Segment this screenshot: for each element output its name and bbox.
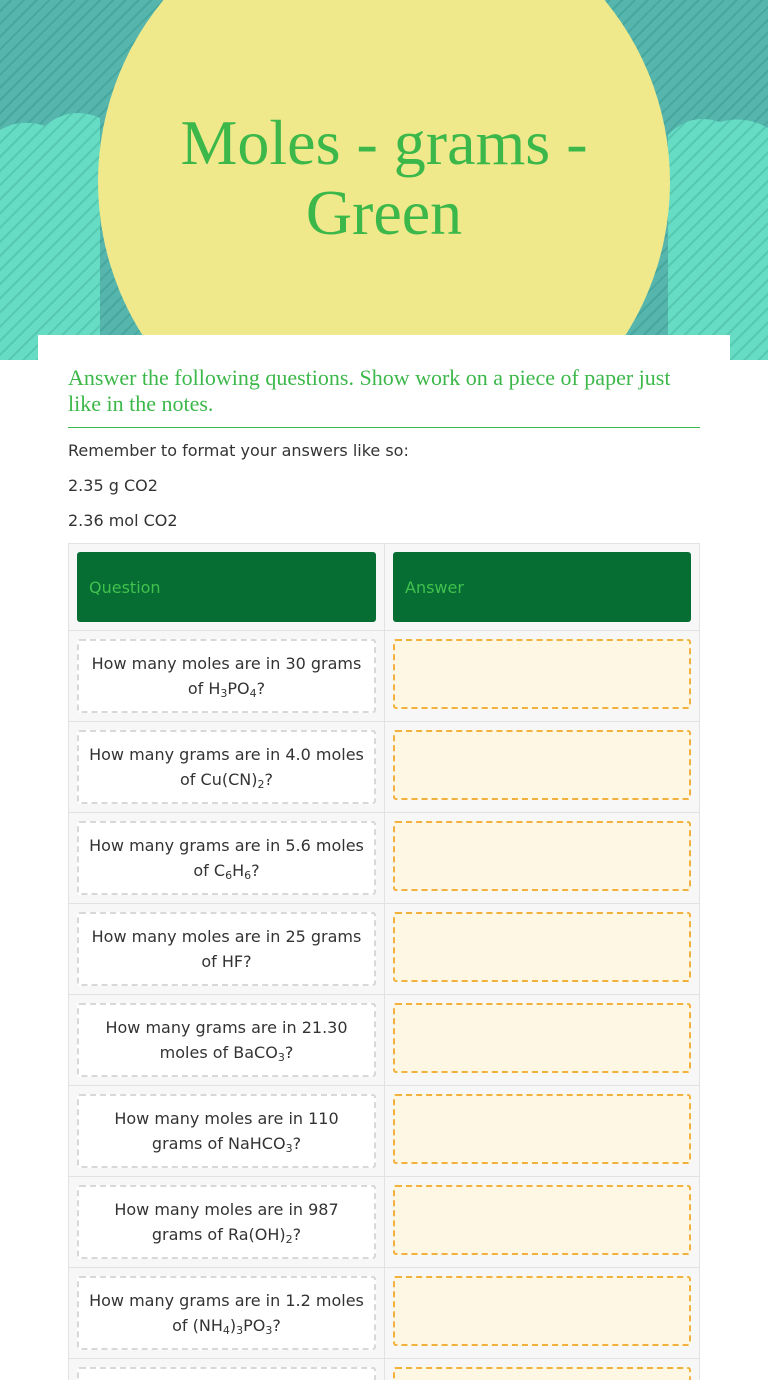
format-note: Remember to format your answers like so: bbox=[68, 441, 409, 460]
example-grams: 2.35 g CO2 bbox=[68, 476, 158, 495]
question-cell bbox=[77, 1367, 376, 1380]
table-row bbox=[69, 1177, 699, 1268]
question-text: How many grams are in 1.2 moles of $(NH_4)_3PO_3$? bbox=[89, 1291, 364, 1337]
question-cell bbox=[77, 1094, 376, 1168]
question-text: How many moles are in 30 grams of $H_3PO_4$? bbox=[91, 654, 362, 700]
answer-input[interactable] bbox=[393, 1367, 691, 1380]
question-text: How many grams are in 21.30 moles of BaCO$_3$? bbox=[105, 1018, 348, 1064]
answer-input[interactable] bbox=[393, 1094, 691, 1164]
answer-input[interactable] bbox=[393, 1276, 691, 1346]
instructions-text: Answer the following questions. Show work on a piece of paper just like in the notes. bbox=[68, 365, 700, 428]
question-text: How many moles are in 25 grams of HF? bbox=[91, 927, 362, 971]
question-answer-table bbox=[68, 543, 700, 1380]
table-row bbox=[69, 631, 699, 722]
table-row bbox=[69, 722, 699, 813]
worksheet-card bbox=[38, 335, 730, 1380]
table-row bbox=[69, 1086, 699, 1177]
example-moles: 2.36 mol CO2 bbox=[68, 511, 178, 530]
table-row bbox=[69, 1359, 699, 1380]
question-text: How many moles are in 987 grams of $Ra(OH)_2$? bbox=[114, 1200, 339, 1246]
question-cell bbox=[77, 639, 376, 713]
answer-input[interactable] bbox=[393, 1003, 691, 1073]
table-row bbox=[69, 1268, 699, 1359]
answer-input[interactable] bbox=[393, 821, 691, 891]
page-title: Moles - grams - Green bbox=[180, 107, 588, 248]
question-cell bbox=[77, 1185, 376, 1259]
table-row bbox=[69, 813, 699, 904]
question-text: How many moles are in 110 grams of NaHCO$_3$? bbox=[114, 1109, 339, 1155]
answer-input[interactable] bbox=[393, 912, 691, 982]
table-row bbox=[69, 904, 699, 995]
question-cell bbox=[77, 821, 376, 895]
question-cell bbox=[77, 1276, 376, 1350]
question-text: How many grams are in 4.0 moles of $Cu(CN)_2$? bbox=[89, 745, 364, 791]
question-column-header: Question bbox=[77, 552, 376, 622]
answer-input[interactable] bbox=[393, 1185, 691, 1255]
answer-column-header: Answer bbox=[393, 552, 691, 622]
question-cell bbox=[77, 1003, 376, 1077]
header-banner bbox=[0, 0, 768, 360]
table-header-row bbox=[69, 544, 699, 631]
question-cell bbox=[77, 912, 376, 986]
question-text: How many grams are in 5.6 moles of $C_6H_6$? bbox=[89, 836, 364, 882]
question-cell bbox=[77, 730, 376, 804]
answer-input[interactable] bbox=[393, 730, 691, 800]
table-row bbox=[69, 995, 699, 1086]
answer-input[interactable] bbox=[393, 639, 691, 709]
